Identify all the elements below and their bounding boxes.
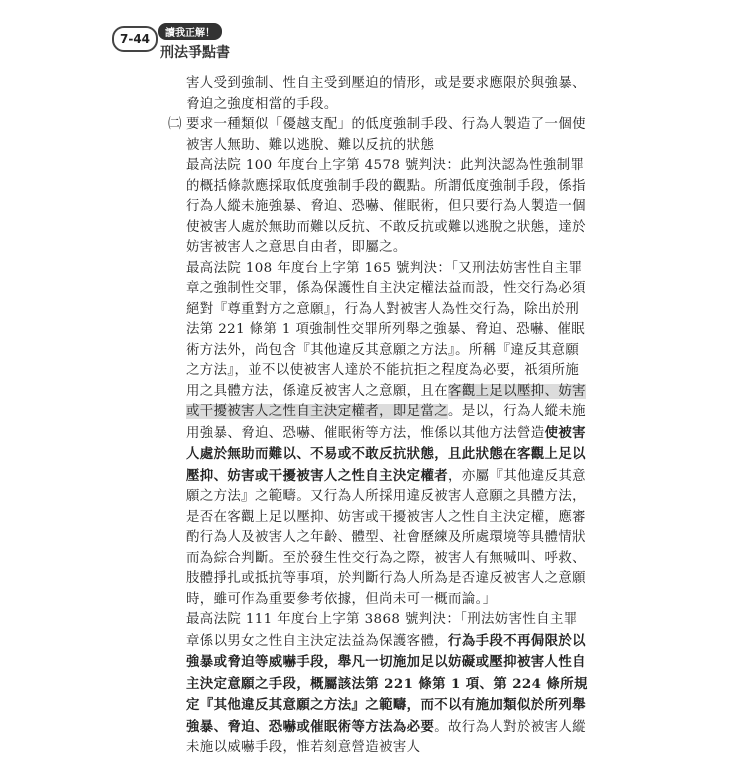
book-title: 刑法爭點書 (160, 45, 230, 61)
p3-text-b: 。故行為人對於被害人縱未施以威嚇手段，惟若刻意營造被害人 (186, 719, 586, 755)
p2-text-a: 最高法院 108 年度台上字第 165 號判決：「又刑法妨害性自主罪章之強制性交罪，係為保護性自主決定權法益而設，性交行為必須絕對『尊重對方之意願』，行為人對被害人為性交行為，除出於刑法第 221 條第 1 項強制性交罪所列舉之強暴、脅迫、恐嚇、催眠術方法外，尚包含『其他違反其意願之方法』。所稱『違反其意願之方法』，並不以使被害人達於不能抗拒之程度為必要，祇須所施用之具體方法，係違反被害人之意願，且在 (186, 260, 586, 399)
paragraph-judgment-100: 最高法院 100 年度台上字第 4578 號判決：此判決認為性強制罪的概括條款應採取低度強制手段的觀點。所謂低度強制手段，係指行為人縱未施強暴、脅迫、恐嚇、催眠術，但只要行為人製造一個使被害人處於無助而難以反抗、不敢反抗或難以逃脫之狀態，達於妨害被害人之意思自由者，即屬之。 (186, 158, 586, 255)
p2-highlight: 客觀上足以壓抑、妨害或干擾被害人之性自主決定權者，即足當之 (186, 383, 586, 419)
p2-text-c: ，亦屬『其他違反其意願之方法』之範疇。又行為人所採用違反被害人意願之具體方法，是否在客觀上足以壓抑、妨害或干擾被害人之性自主決定權，應審酌行為人及被害人之年齡、體型、社會歷練及所處環境等具體情狀而為綜合判斷。至於發生性交行為之際，被害人有無喊叫、呼救、肢體掙扎或抵抗等事項，於判斷行為人所為是否違反被害人之意願時，雖可作為重要參考依據，但尚未可一概而論。」 (186, 468, 586, 607)
paragraph-judgment-111 (168, 610, 588, 759)
page-number: 7-44 (112, 26, 158, 52)
p3-bold: 行為手段不再侷限於以強暴或脅迫等威嚇手段，舉凡一切施加足以妨礙或壓抑被害人性自主決定意願之手段，概屬該法第 221 條第 1 項、第 224 條所規定『其他違反其意願之方法』之範疇，而不以有施加類似於所列舉強暴、脅迫、恐嚇或催眠術等方法為必要 (186, 632, 588, 735)
paragraph-judgment-108 (168, 259, 588, 611)
body-text (168, 74, 588, 759)
section-heading (168, 115, 588, 156)
heading-text: 要求一種類似「優越支配」的低度強制手段、行為人製造了一個使被害人無助、難以逃脫、難以反抗的狀態 (186, 117, 586, 153)
p3-text-a: 最高法院 111 年度台上字第 3868 號判決：「刑法妨害性自主罪章係以男女之性自主決定法益為保護客體， (186, 612, 578, 649)
series-tag: 讀我正解！ (158, 23, 222, 40)
p2-bold: 使被害人處於無助而難以、不易或不敢反抗狀態，且此狀態在客觀上足以壓抑、妨害或干擾被害人之性自主決定權者 (186, 424, 586, 484)
intro-paragraph: 害人受到強制、性自主受到壓迫的情形，或是要求應限於與強暴、脅迫之強度相當的手段。 (186, 76, 586, 112)
heading-marker: ㈡ (168, 117, 182, 132)
p2-text-b: 。是以，行為人縱未施用強暴、脅迫、恐嚇、催眠術等方法，惟係以其他方法營造 (186, 404, 586, 441)
